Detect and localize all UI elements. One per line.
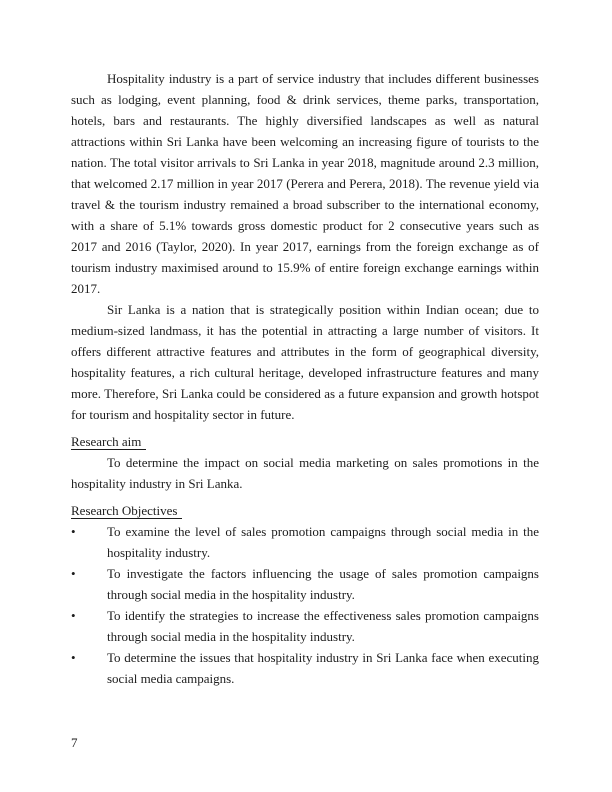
objective-item (71, 563, 539, 605)
research-aim-heading (71, 431, 539, 452)
bullet-icon: • (71, 608, 76, 623)
objective-item (71, 605, 539, 647)
objective-item (71, 521, 539, 563)
research-aim-heading-text: Research aim (71, 434, 146, 450)
page-number: 7 (71, 735, 78, 750)
sri-lanka-overview-paragraph: Sir Lanka is a nation that is strategically position within Indian ocean; due to medium-sized landmass, it has the potential in attracting a large number of visitors. It offers different attractive features and attributes in the form of geographical diversity, hospitality features, a rich cultural heritage, developed infrastructure features and many more. Therefore, Sri Lanka could be considered as a future expansion and growth hotspot for tourism and hospitality sector in future. (71, 302, 539, 422)
objectives-list (71, 521, 539, 689)
research-aim-text: To determine the impact on social media marketing on sales promotions in the hospitality industry in Sri Lanka. (71, 455, 539, 491)
research-objectives-heading (71, 500, 539, 521)
objective-text: To determine the issues that hospitality industry in Sri Lanka face when executing social media campaigns. (107, 650, 539, 686)
bullet-icon: • (71, 524, 76, 539)
intro-paragraph: Hospitality industry is a part of service industry that includes different businesses such as lodging, event planning, food & drink services, theme parks, transportation, hotels, bars and restaurants. The highly diversified landscapes as well as natural attractions within Sri Lanka have been welcoming an increasing figure of tourists to the nation. The total visitor arrivals to Sri Lanka in year 2018, magnitude around 2.3 million, that welcomed 2.17 million in year 2017 (Perera and Perera, 2018). The revenue yield via travel & the tourism industry remained a broad subscriber to the international economy, with a share of 5.1% towards gross domestic product for 2 consecutive years such as 2017 and 2016 (Taylor, 2020). In year 2017, earnings from the foreign exchange as of tourism industry maximised around to 15.9% of entire foreign exchange earnings within 2017. (71, 71, 539, 296)
research-objectives-heading-text: Research Objectives (71, 503, 182, 519)
bullet-icon: • (71, 566, 76, 581)
objective-text: To investigate the factors influencing the usage of sales promotion campaigns through social media in the hospitality industry. (107, 566, 539, 602)
objective-text: To examine the level of sales promotion campaigns through social media in the hospitality industry. (107, 524, 539, 560)
page-content (71, 68, 539, 689)
objective-text: To identify the strategies to increase the effectiveness sales promotion campaigns through social media in the hospitality industry. (107, 608, 539, 644)
objective-item (71, 647, 539, 689)
bullet-icon: • (71, 650, 76, 665)
